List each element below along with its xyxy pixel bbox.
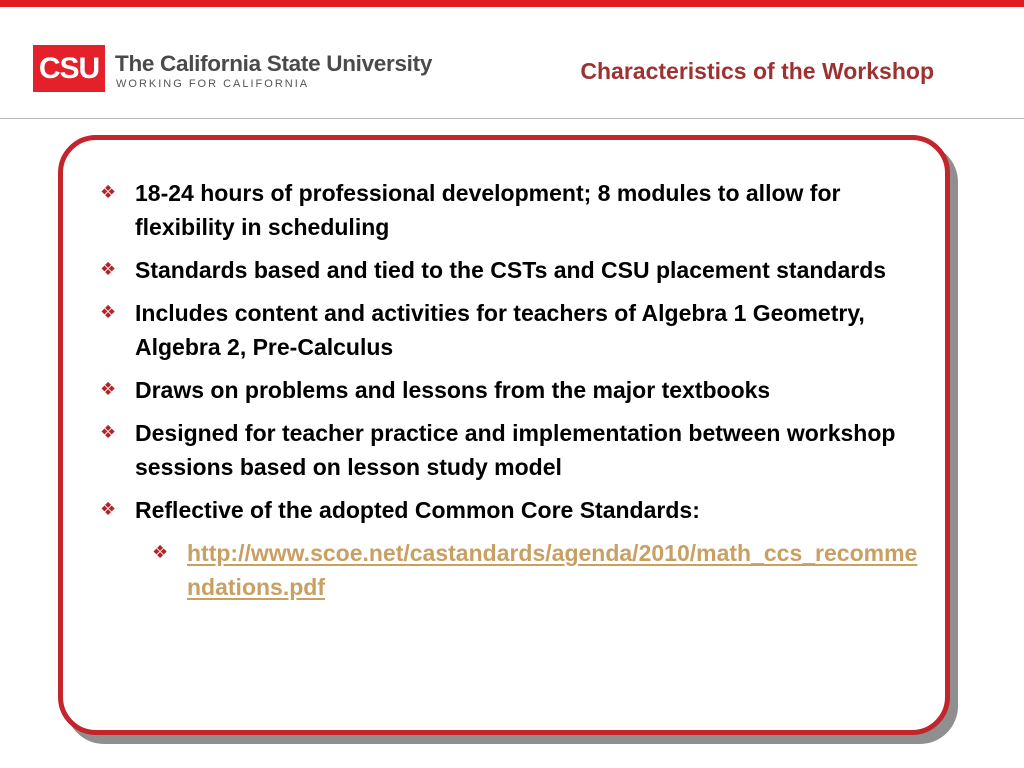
diamond-bullet-icon: ❖ [100,182,117,203]
common-core-recommendations-link[interactable]: http://www.scoe.net/castandards/agenda/2010/math_ccs_recommendations.pdf [187,540,918,600]
university-name: The California State University [115,51,433,76]
bullet-item [100,493,930,527]
header-divider [0,118,1024,119]
diamond-bullet-icon: ❖ [100,422,117,443]
sub-bullet-item [152,536,930,604]
diamond-bullet-icon: ❖ [100,259,117,280]
diamond-bullet-icon: ❖ [152,542,169,563]
bullet-text: 18-24 hours of professional development; 8 modules to allow for flexibility in scheduling [135,180,841,240]
university-tagline: WORKING FOR CALIFORNIA [116,78,310,90]
diamond-bullet-icon: ❖ [100,302,117,323]
bullet-text: Designed for teacher practice and implementation between workshop sessions based on lesson study model [135,420,896,480]
bullet-item [100,416,930,484]
bullet-list [100,176,930,613]
bullet-text: Standards based and tied to the CSTs and CSU placement standards [135,257,887,283]
bullet-text: Draws on problems and lessons from the major textbooks [135,377,771,403]
top-accent-bar [0,0,1024,7]
bullet-item [100,373,930,407]
slide-title: Characteristics of the Workshop [580,58,934,84]
bullet-text: Includes content and activities for teachers of Algebra 1 Geometry, Algebra 2, Pre-Calculus [135,300,865,360]
csu-logo [33,45,453,95]
bullet-text: Reflective of the adopted Common Core Standards: [135,497,700,523]
bullet-item [100,296,930,364]
diamond-bullet-icon: ❖ [100,499,117,520]
bullet-item [100,253,930,287]
bullet-item [100,176,930,244]
csu-logo-badge: CSU [33,45,105,92]
diamond-bullet-icon: ❖ [100,379,117,400]
